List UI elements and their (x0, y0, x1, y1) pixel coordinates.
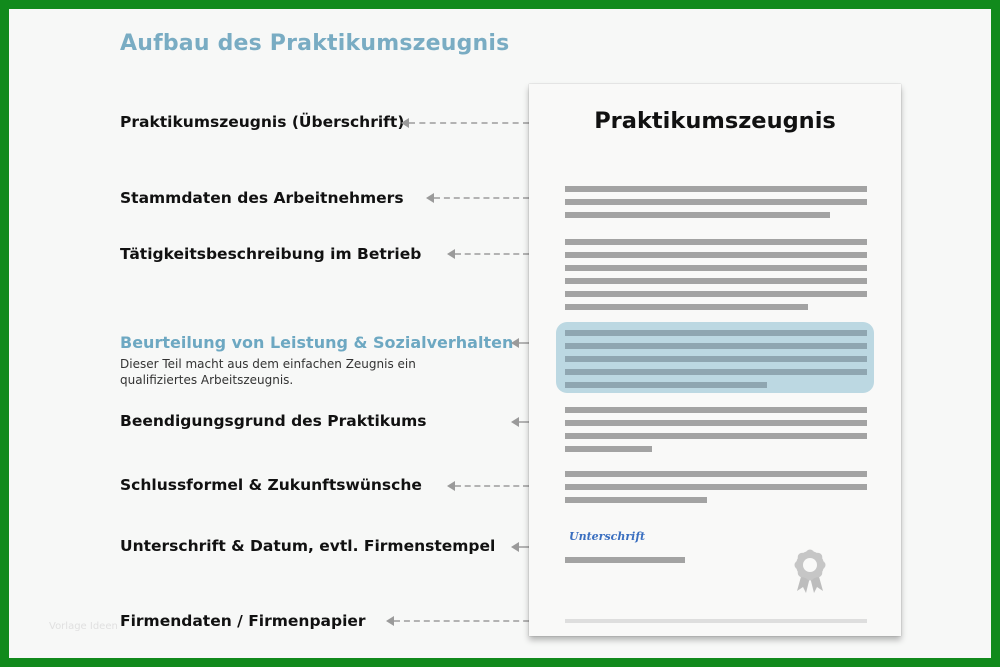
diagram-title: Aufbau des Praktikumszeugnis (120, 31, 510, 56)
document-title: Praktikumszeugnis (594, 108, 836, 134)
arrow-taetigkeit (455, 253, 529, 255)
label-beurteilung-description: Dieser Teil macht aus dem einfachen Zeugnis ein qualifiziertes Arbeitszeugnis. (120, 357, 416, 387)
text-line (565, 291, 867, 297)
text-line (565, 304, 808, 310)
text-line-highlighted (565, 382, 767, 388)
text-line (565, 471, 867, 477)
label-ueberschrift: Praktikumszeugnis (Überschrift) (120, 113, 405, 131)
arrowhead-icon (386, 616, 394, 626)
arrow-ueberschrift (409, 122, 529, 124)
text-line (565, 433, 867, 439)
arrowhead-icon (511, 338, 519, 348)
text-line-highlighted (565, 330, 867, 336)
signature: Unterschrift (569, 530, 646, 543)
text-line (565, 420, 867, 426)
signature-line (565, 557, 685, 563)
text-line (565, 278, 867, 284)
text-line (565, 446, 652, 452)
text-line (565, 407, 867, 413)
text-line-highlighted (565, 356, 867, 362)
text-line (565, 252, 867, 258)
label-taetigkeit: Tätigkeitsbeschreibung im Betrieb (120, 245, 422, 263)
seal-stamp-icon (785, 546, 835, 596)
label-firmendaten: Firmendaten / Firmenpapier (120, 612, 366, 630)
certificate-document (529, 84, 901, 636)
arrow-unterschrift (519, 546, 529, 548)
text-line (565, 239, 867, 245)
label-unterschrift: Unterschrift & Datum, evtl. Firmenstempel (120, 537, 496, 555)
arrowhead-icon (401, 118, 409, 128)
arrowhead-icon (511, 542, 519, 552)
arrowhead-icon (447, 481, 455, 491)
label-schlussformel: Schlussformel & Zukunftswünsche (120, 476, 422, 494)
text-line (565, 186, 867, 192)
arrowhead-icon (447, 249, 455, 259)
arrow-firmendaten (394, 620, 549, 622)
text-line-highlighted (565, 343, 867, 349)
text-line-highlighted (565, 369, 867, 375)
label-stammdaten: Stammdaten des Arbeitnehmers (120, 189, 404, 207)
label-beendigung: Beendigungsgrund des Praktikums (120, 412, 427, 430)
text-line (565, 265, 867, 271)
arrowhead-icon (511, 417, 519, 427)
text-line (565, 497, 707, 503)
arrow-stammdaten (434, 197, 529, 199)
text-line (565, 199, 867, 205)
label-beurteilung: Beurteilung von Leistung & Sozialverhalten (120, 333, 514, 352)
arrow-beendigung (519, 421, 529, 423)
arrow-schlussformel (455, 485, 529, 487)
text-line (565, 212, 830, 218)
text-line (565, 484, 867, 490)
arrowhead-icon (426, 193, 434, 203)
watermark: Vorlage Ideen (49, 621, 118, 632)
company-footer-line (565, 619, 867, 623)
